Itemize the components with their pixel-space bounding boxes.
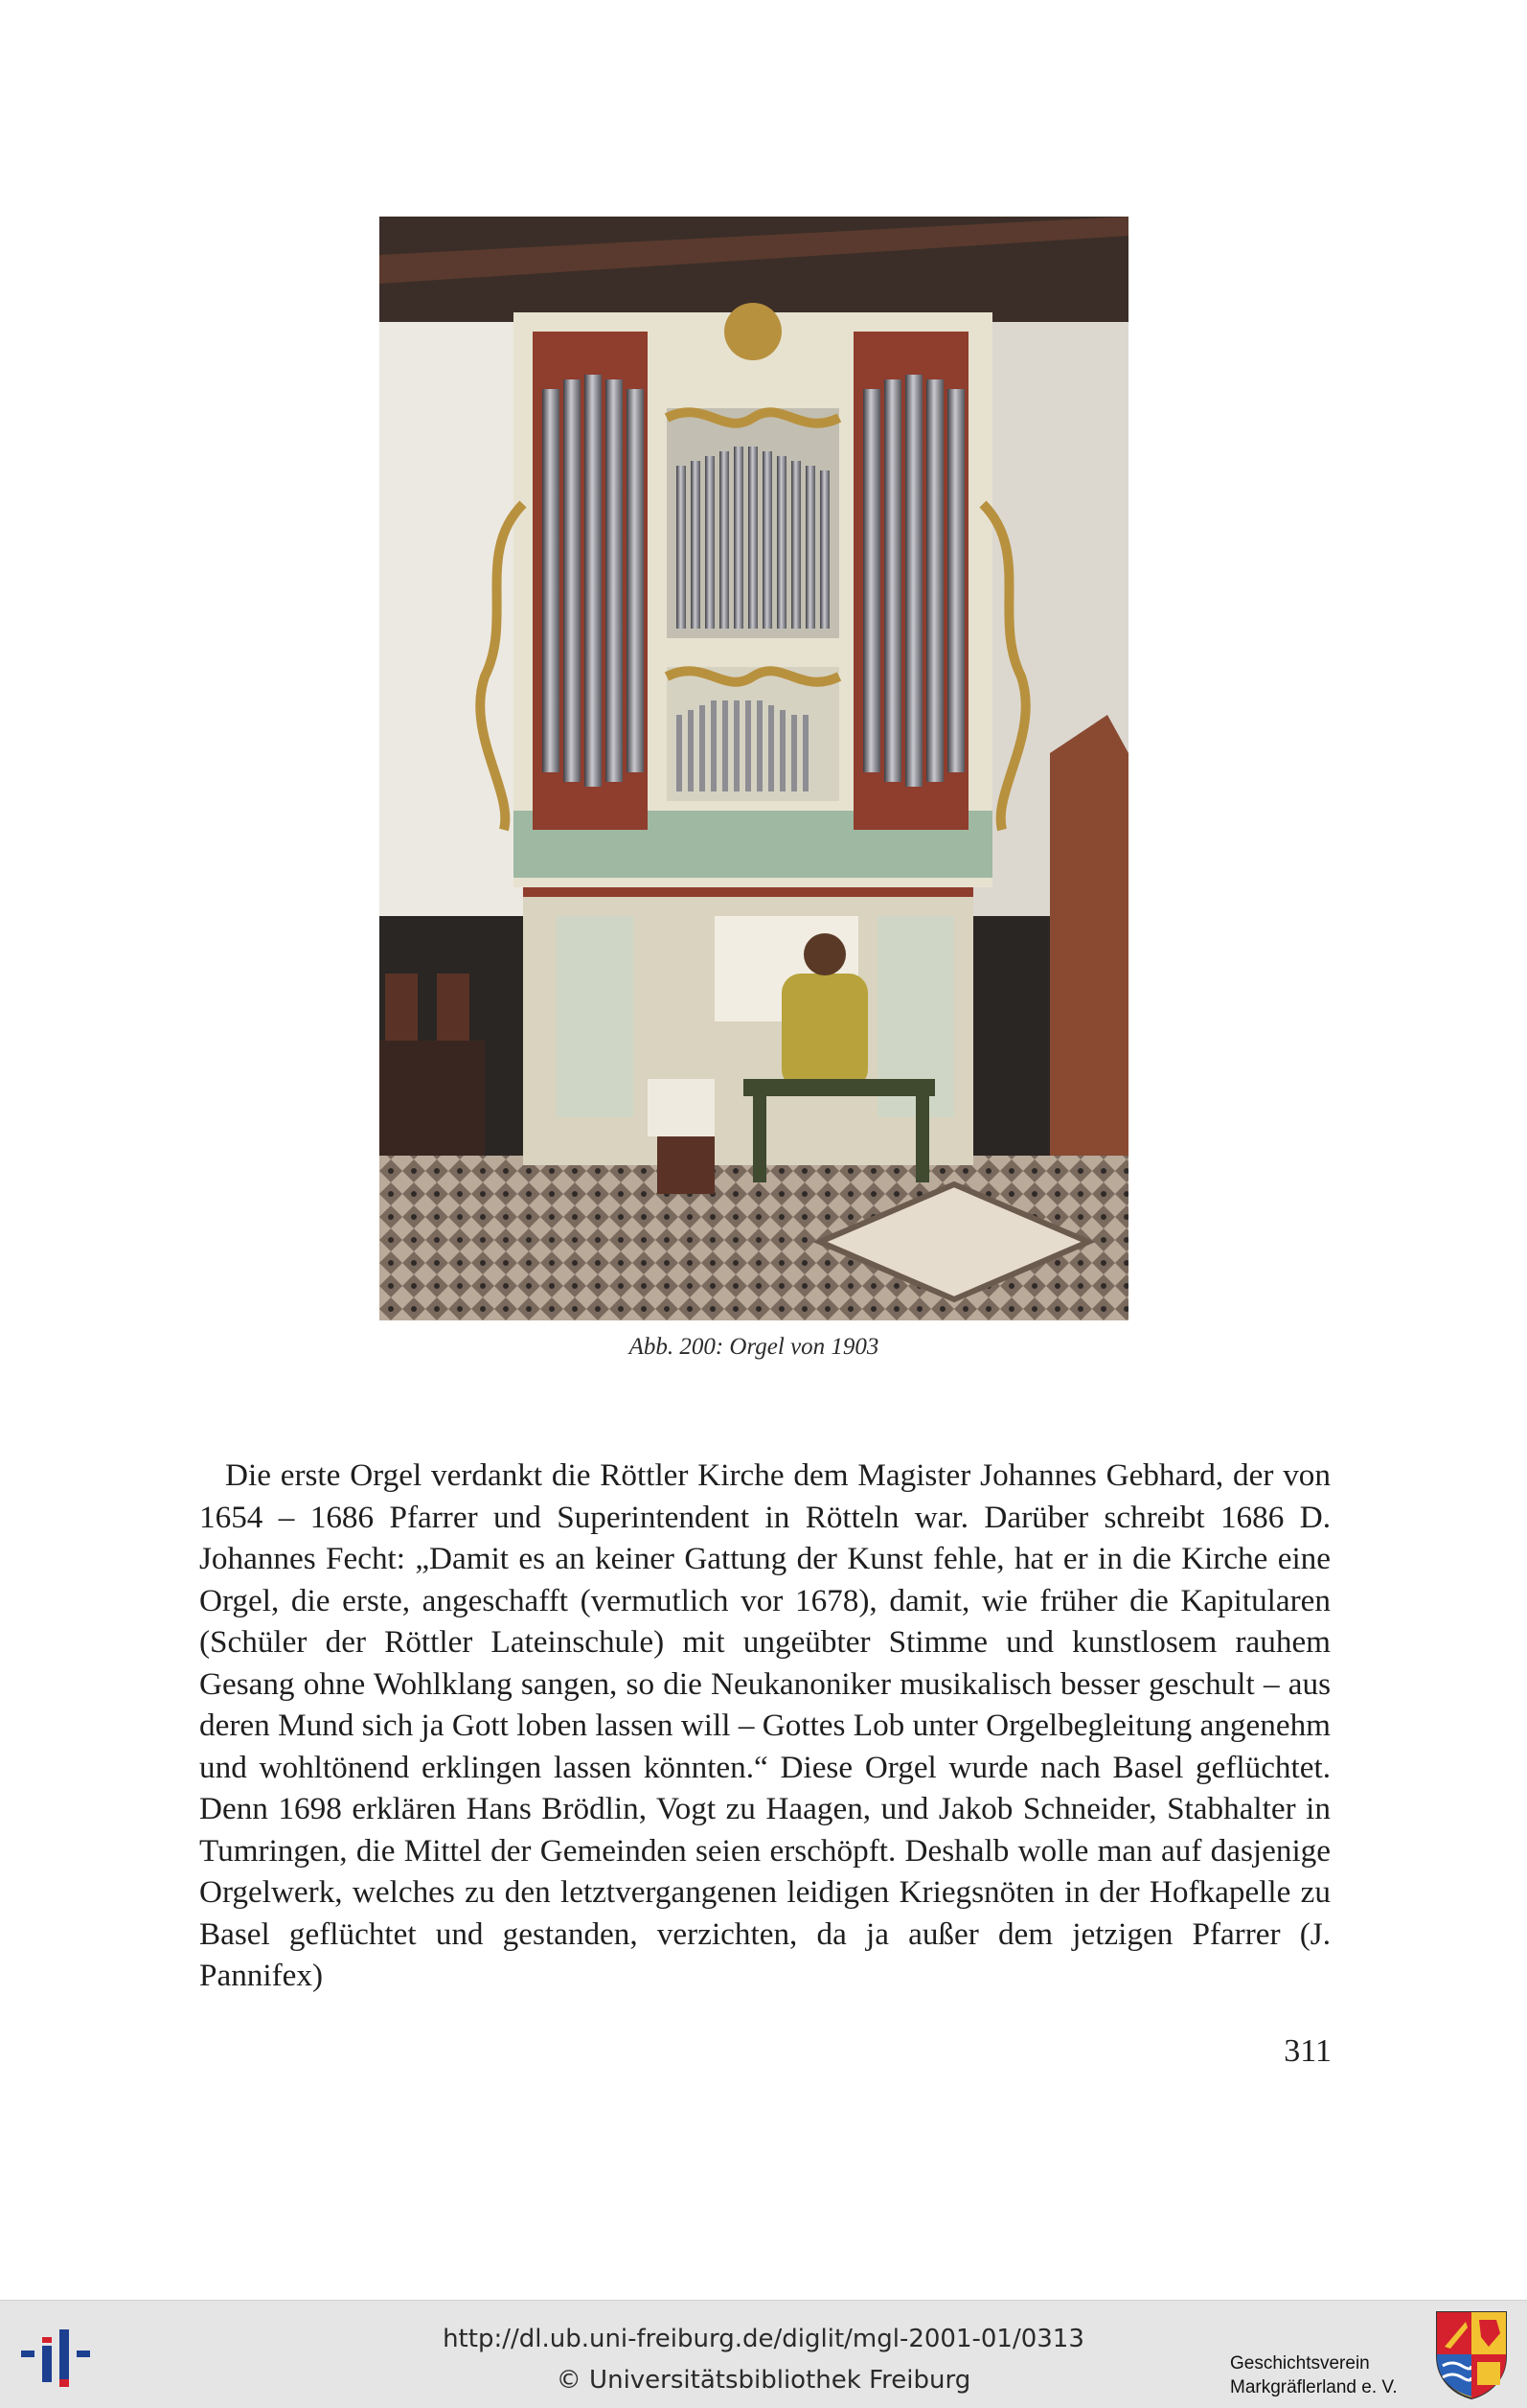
society-name-line2: Markgräflerland e. V. xyxy=(1230,2377,1398,2397)
organ-photo-image xyxy=(379,217,1128,1320)
body-paragraph: Die erste Orgel verdankt die Röttler Kirche dem Magister Johannes Gebhard, der von 1654 – 1686 Pfarrer und Superintendent in Rötteln war. Darüber schreibt 1686 D. Johannes Fecht: „Damit es an keiner Gattung der Kunst fehle, hat er in die Kirche eine Orgel, die erste, angeschafft (vermutlich vor 1678), damit, wie früher die Kapitularen (Schüler der Röttler Lateinschule) mit ungeübter Stimme und kunstlosem rauhem Gesang ohne Wohlklang sangen, so die Neukanoniker musikalisch besser geschult – aus deren Mund sich ja Gott loben lassen will – Gottes Lob unter Orgelbegleitung angenehm und wohltönend erklingen lassen könnten.“ Diese Orgel wurde nach Basel geflüchtet. Denn 1698 erklären Hans Brödlin, Vogt zu Haagen, und Jakob Schneider, Stabhalter in Tumringen, die Mittel der Gemeinden seien erschöpft. Deshalb wolle man auf dasjenige Orgelwerk, welches zu den letztvergangenen leidigen Kriegsnöten in der Hofkapelle zu Basel geflüchtet und gestanden, verzichten, da ja außer dem jetzigen Pfarrer (J. Pannifex) xyxy=(199,1457,1331,1993)
page-number: 311 xyxy=(1284,2033,1332,2069)
organ-photo xyxy=(379,217,1128,1320)
society-name xyxy=(1230,2351,1437,2399)
society-name-line1: Geschichtsverein xyxy=(1230,2353,1370,2374)
footer-copyright: © Universitätsbibliothek Freiburg xyxy=(556,2366,971,2395)
ub-freiburg-logo-icon xyxy=(21,2322,98,2387)
body-text xyxy=(199,1455,1331,1997)
figure-caption: Abb. 200: Orgel von 1903 xyxy=(628,1334,879,1360)
society-crest-icon xyxy=(1433,2308,1510,2400)
footer-bar xyxy=(0,2300,1527,2408)
footer-url-link[interactable]: http://dl.ub.uni-freiburg.de/diglit/mgl-2001-01/0313 xyxy=(443,2325,1084,2353)
